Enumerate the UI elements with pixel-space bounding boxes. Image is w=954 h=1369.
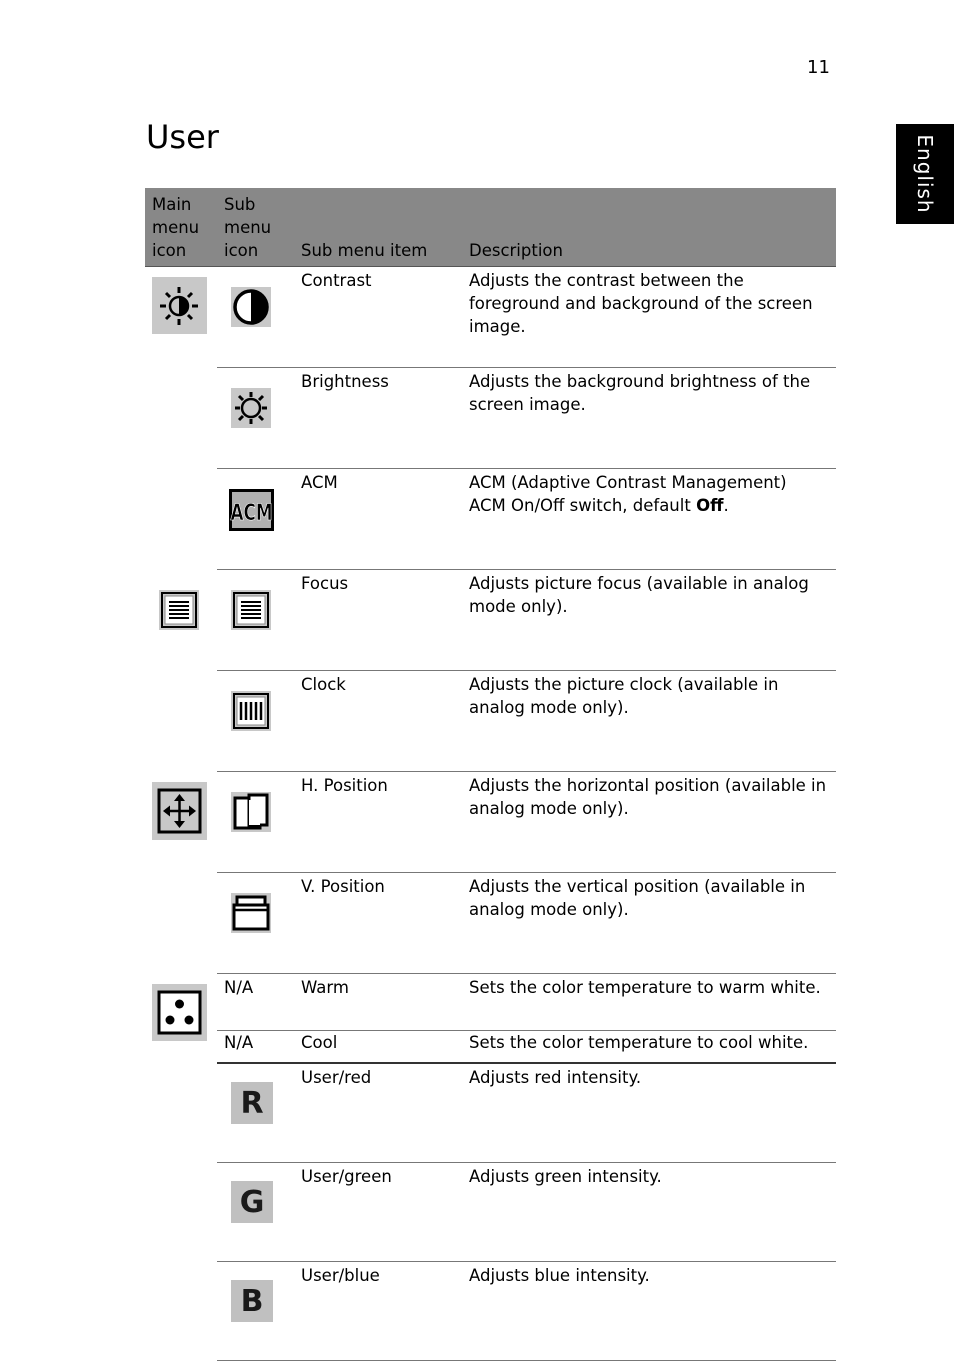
green-icon: G (231, 1181, 273, 1223)
item-cool: Cool (294, 1031, 462, 1064)
language-tab (896, 124, 954, 224)
desc-contrast: Adjusts the contrast between the foreground and background of the screen image. (462, 267, 836, 368)
desc-user-red: Adjusts red intensity. (462, 1063, 836, 1163)
sub-icon-cell (217, 1262, 294, 1361)
sub-icon-cell (217, 267, 294, 368)
item-clock: Clock (294, 671, 462, 772)
sub-icon-cell (217, 671, 294, 772)
sub-icon-cell (217, 469, 294, 570)
table-row (145, 873, 836, 974)
item-user-red: User/red (294, 1063, 462, 1163)
desc-acm (462, 469, 836, 570)
sub-icon-cell (217, 570, 294, 671)
item-contrast: Contrast (294, 267, 462, 368)
acm-icon (229, 489, 274, 531)
picture-menu-icon (152, 277, 207, 334)
desc-user-blue: Adjusts blue intensity. (462, 1262, 836, 1361)
desc-h-position: Adjusts the horizontal position (available in analog mode only). (462, 772, 836, 873)
table-row (145, 1163, 836, 1262)
item-warm: Warm (294, 974, 462, 1031)
menu-table (145, 188, 836, 1361)
item-v-position: V. Position (294, 873, 462, 974)
item-user-green: User/green (294, 1163, 462, 1262)
main-icon-cell (145, 772, 217, 974)
desc-acm-default: Off (696, 496, 724, 515)
sub-warm: N/A (217, 974, 294, 1031)
table-row (145, 368, 836, 469)
header-description: Description (462, 188, 836, 267)
sub-icon-cell (217, 368, 294, 469)
desc-acm-text: ACM (Adaptive Contrast Management) ACM On/Off switch, default (469, 473, 787, 515)
desc-user-green: Adjusts green intensity. (462, 1163, 836, 1262)
clock-icon (231, 691, 271, 731)
svg-text:ACM: ACM (230, 499, 273, 526)
desc-brightness: Adjusts the background brightness of the screen image. (462, 368, 836, 469)
table-row (145, 671, 836, 772)
contrast-icon (231, 287, 271, 327)
desc-acm-period: . (723, 496, 729, 515)
desc-clock: Adjusts the picture clock (available in analog mode only). (462, 671, 836, 772)
table-row (145, 267, 836, 368)
sub-icon-cell (217, 1163, 294, 1262)
v-position-icon (231, 893, 271, 933)
language-tab-label: English (913, 134, 937, 214)
desc-focus: Adjusts picture focus (available in analog mode only). (462, 570, 836, 671)
table-row (145, 469, 836, 570)
main-icon-cell (145, 267, 217, 570)
item-user-blue: User/blue (294, 1262, 462, 1361)
position-menu-icon (152, 782, 207, 840)
red-icon: R (231, 1082, 273, 1124)
sub-cool: N/A (217, 1031, 294, 1064)
main-icon-cell (145, 974, 217, 1361)
header-item: Sub menu item (294, 188, 462, 267)
item-brightness: Brightness (294, 368, 462, 469)
page-title: User (146, 118, 219, 156)
sub-icon-cell (217, 772, 294, 873)
table-header (145, 188, 836, 267)
desc-v-position: Adjusts the vertical position (available in analog mode only). (462, 873, 836, 974)
header-main-icon: Main menu icon (145, 188, 217, 267)
table-row (145, 1031, 836, 1064)
brightness-icon (231, 388, 271, 428)
phase-menu-icon (159, 590, 199, 630)
table-row (145, 1262, 836, 1361)
desc-cool: Sets the color temperature to cool white. (462, 1031, 836, 1064)
color-menu-icon (152, 984, 207, 1041)
focus-icon (231, 590, 271, 630)
table-row (145, 1063, 836, 1163)
table-row (145, 570, 836, 671)
item-acm: ACM (294, 469, 462, 570)
item-focus: Focus (294, 570, 462, 671)
item-h-position: H. Position (294, 772, 462, 873)
header-sub-icon: Sub menu icon (217, 188, 294, 267)
desc-warm: Sets the color temperature to warm white. (462, 974, 836, 1031)
page-number: 11 (807, 57, 830, 78)
h-position-icon (231, 792, 271, 832)
blue-icon: B (231, 1280, 273, 1322)
table-row (145, 772, 836, 873)
main-icon-cell (145, 570, 217, 772)
sub-icon-cell (217, 1063, 294, 1163)
table-row (145, 974, 836, 1031)
sub-icon-cell (217, 873, 294, 974)
